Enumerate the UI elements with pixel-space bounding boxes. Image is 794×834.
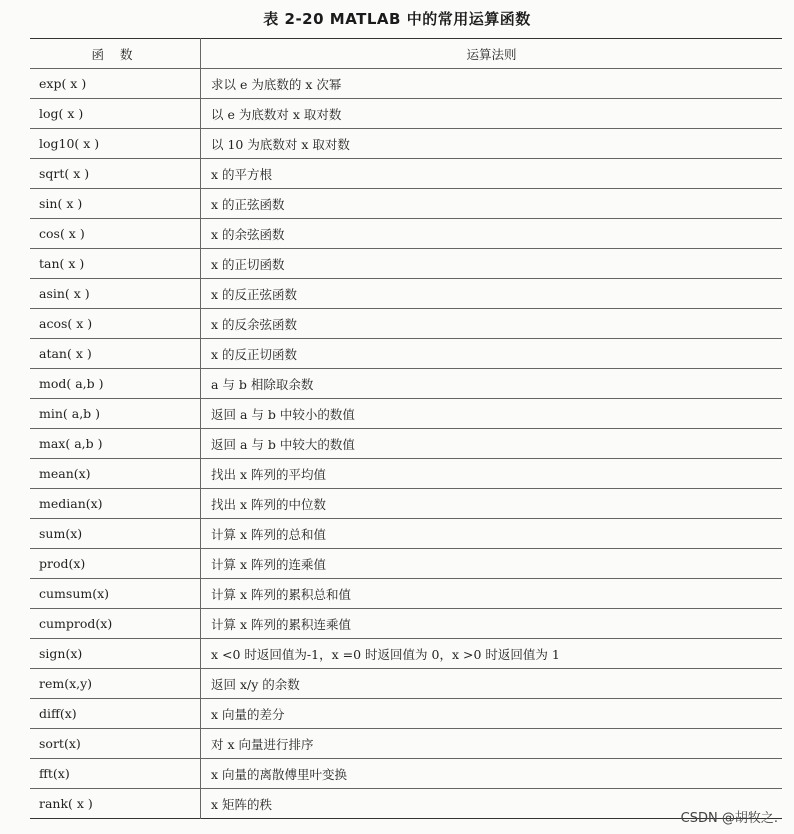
function-description: 返回 a 与 b 中较大的数值	[201, 429, 783, 459]
function-name: log( x )	[30, 99, 201, 129]
function-description: x 的余弦函数	[201, 219, 783, 249]
function-description: x 的正弦函数	[201, 189, 783, 219]
function-table	[30, 38, 782, 819]
table-row	[30, 219, 782, 249]
function-name: diff(x)	[30, 699, 201, 729]
table-row	[30, 69, 782, 99]
function-name: mod( a,b )	[30, 369, 201, 399]
function-name: asin( x )	[30, 279, 201, 309]
function-description: 以 e 为底数对 x 取对数	[201, 99, 783, 129]
table-row	[30, 669, 782, 699]
table-row	[30, 729, 782, 759]
function-description: x 向量的差分	[201, 699, 783, 729]
function-description: 以 10 为底数对 x 取对数	[201, 129, 783, 159]
table-caption: 表 2-20 MATLAB 中的常用运算函数	[263, 10, 531, 28]
function-description: x <0 时返回值为-1，x =0 时返回值为 0，x >0 时返回值为 1	[201, 639, 783, 669]
function-description: x 的平方根	[201, 159, 783, 189]
function-name: atan( x )	[30, 339, 201, 369]
function-name: rem(x,y)	[30, 669, 201, 699]
function-name: sum(x)	[30, 519, 201, 549]
function-description: 计算 x 阵列的累积连乘值	[201, 609, 783, 639]
function-description: 返回 x/y 的余数	[201, 669, 783, 699]
function-description: x 的反余弦函数	[201, 309, 783, 339]
table-row	[30, 699, 782, 729]
function-name: mean(x)	[30, 459, 201, 489]
table-row	[30, 429, 782, 459]
function-name: rank( x )	[30, 789, 201, 819]
function-description: x 向量的离散傅里叶变换	[201, 759, 783, 789]
function-name: cumsum(x)	[30, 579, 201, 609]
function-name: sort(x)	[30, 729, 201, 759]
table-row	[30, 309, 782, 339]
header-row	[30, 39, 782, 69]
table-row	[30, 249, 782, 279]
table-row	[30, 639, 782, 669]
function-name: cumprod(x)	[30, 609, 201, 639]
table-row	[30, 339, 782, 369]
table-row	[30, 759, 782, 789]
function-name: median(x)	[30, 489, 201, 519]
csdn-watermark: CSDN @胡牧之.	[680, 811, 778, 826]
table-row	[30, 519, 782, 549]
function-name: prod(x)	[30, 549, 201, 579]
table-row	[30, 189, 782, 219]
function-description: x 矩阵的秩	[211, 796, 273, 812]
table-row	[30, 789, 782, 819]
function-description: a 与 b 相除取余数	[201, 369, 783, 399]
function-name: tan( x )	[30, 249, 201, 279]
table-row	[30, 459, 782, 489]
function-description: 求以 e 为底数的 x 次幂	[201, 69, 783, 99]
function-name: min( a,b )	[30, 399, 201, 429]
function-description: 对 x 向量进行排序	[201, 729, 783, 759]
table-row	[30, 489, 782, 519]
function-name: acos( x )	[30, 309, 201, 339]
function-name: max( a,b )	[30, 429, 201, 459]
function-name: fft(x)	[30, 759, 201, 789]
table-row	[30, 609, 782, 639]
function-description: x 的正切函数	[201, 249, 783, 279]
table-row	[30, 279, 782, 309]
function-name: cos( x )	[30, 219, 201, 249]
table-row	[30, 399, 782, 429]
function-name: sqrt( x )	[30, 159, 201, 189]
function-name: log10( x )	[30, 129, 201, 159]
header-rule: 运算法则	[201, 39, 783, 69]
function-name: sign(x)	[30, 639, 201, 669]
function-description: 找出 x 阵列的中位数	[201, 489, 783, 519]
table-row	[30, 129, 782, 159]
function-description: x 的反正切函数	[201, 339, 783, 369]
table-row	[30, 549, 782, 579]
function-description: 计算 x 阵列的总和值	[201, 519, 783, 549]
function-description: 计算 x 阵列的连乘值	[201, 549, 783, 579]
table-row	[30, 159, 782, 189]
function-description: 计算 x 阵列的累积总和值	[201, 579, 783, 609]
function-description: x 的反正弦函数	[201, 279, 783, 309]
function-description: 找出 x 阵列的平均值	[201, 459, 783, 489]
function-name: exp( x )	[30, 69, 201, 99]
function-description: 返回 a 与 b 中较小的数值	[201, 399, 783, 429]
function-name: sin( x )	[30, 189, 201, 219]
table-row	[30, 579, 782, 609]
table-row	[30, 99, 782, 129]
table-row	[30, 369, 782, 399]
header-function: 函 数	[30, 39, 201, 69]
